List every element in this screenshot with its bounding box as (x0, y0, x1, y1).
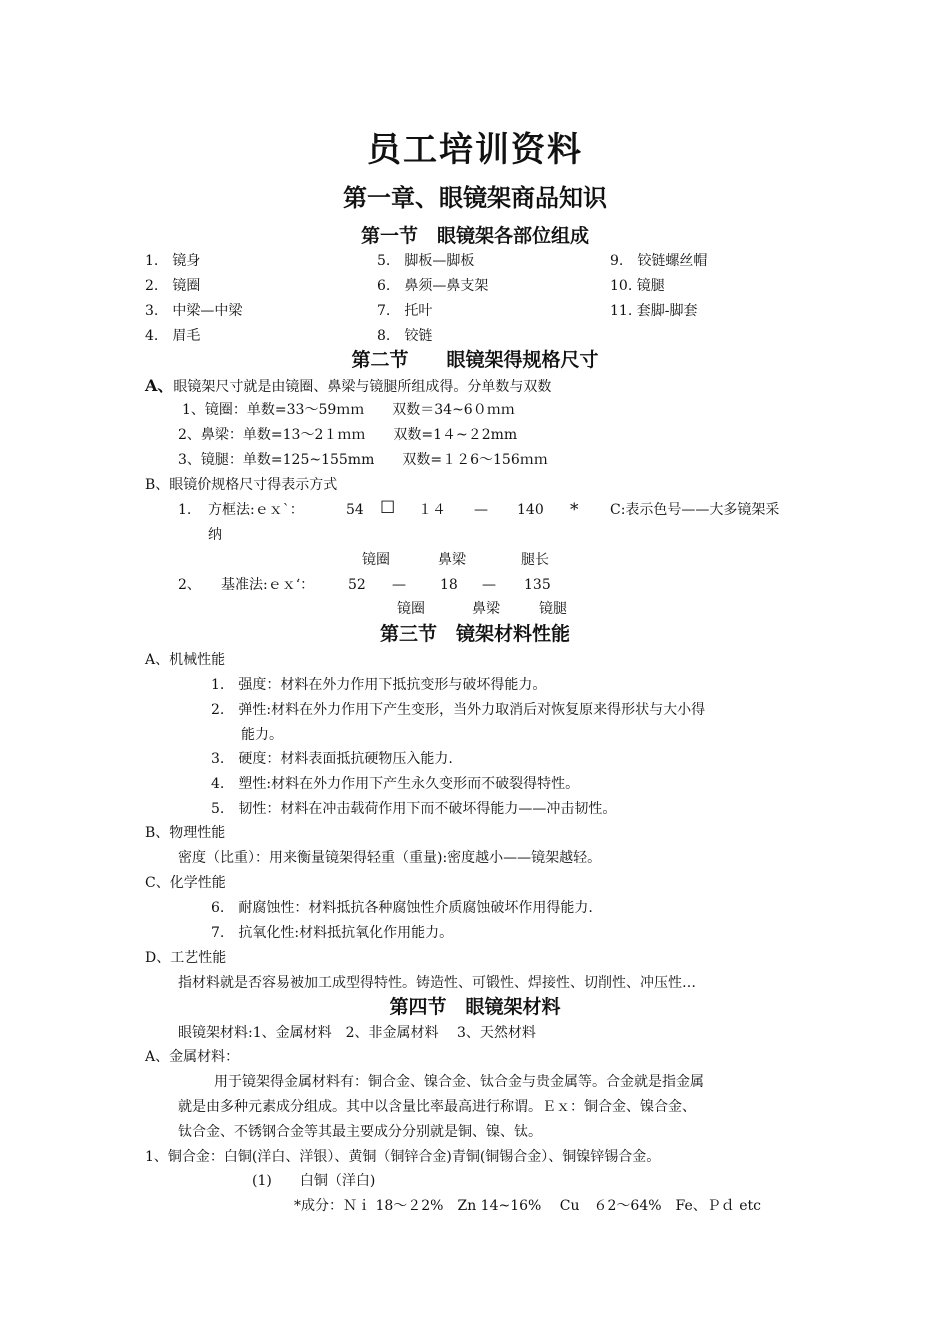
section-4-heading: 第四节 眼镜架材料 (389, 996, 561, 1018)
dimension-label: 鼻梁 (472, 601, 500, 617)
size-a-prefix: A、 (145, 376, 174, 395)
dimension-label: 镜腿 (539, 601, 567, 617)
size-a-text: 眼镜架尺寸就是由镜圈、鼻梁与镜腿所组成得。分单数与双数 (173, 379, 552, 395)
metal-paragraph-line: 用于镜架得金属材料有：铜合金、镍合金、钛合金与贵金属等。合金就是指金属 (214, 1074, 704, 1090)
dimension-label: 腿长 (521, 552, 549, 568)
datum-method-number: 2、 (178, 577, 201, 593)
box-method-label: 方框法:ｅｘ`： (208, 502, 304, 518)
dimension-label: 镜圈 (397, 601, 425, 617)
part-list-item: 8. 铰链 (377, 328, 433, 344)
box-symbol-icon: ☐ (380, 498, 396, 518)
size-item: 1、镜圈：单数=33～59ｍｍ 双数＝34~6０ｍｍ (182, 402, 515, 418)
box-method-bridge: １４ (418, 502, 446, 518)
section-1-heading: 第一节 眼镜架各部位组成 (360, 225, 589, 247)
box-method-number: 1. (178, 502, 192, 518)
part-list-item: 7. 托叶 (377, 303, 433, 319)
datum-method-dash: — (482, 577, 496, 593)
dimension-label: 鼻梁 (438, 552, 466, 568)
property-item: 4. 塑性:材料在外力作用下产生永久变形而不破裂得特性。 (211, 776, 580, 792)
white-copper-title: (1) 白铜（洋白) (252, 1173, 376, 1189)
metal-paragraph-line: 就是由多种元素成分组成。其中以含量比率最高进行称谓。Ｅｘ：铜合金、镍合金、 (178, 1099, 696, 1115)
metal-paragraph-line: 钛合金、不锈钢合金等其最主要成分分别就是铜、镍、钛。 (178, 1124, 542, 1140)
physical-title: B、物理性能 (145, 825, 226, 841)
box-method-temple: 140 (517, 502, 544, 518)
size-a-line (145, 378, 551, 394)
box-method-color-note-cont: 纳 (208, 527, 222, 543)
property-item: 2. 弹性:材料在外力作用下产生变形，当外力取消后对恢复原来得形状与大小得 (211, 702, 706, 718)
datum-method-bridge: 18 (440, 577, 458, 593)
size-b-title: B、眼镜价规格尺寸得表示方式 (145, 477, 338, 493)
property-item-cont: 能力。 (241, 727, 283, 743)
metal-title: A、金属材料： (145, 1049, 240, 1065)
part-list-item: 3. 中梁—中梁 (145, 303, 243, 319)
size-item: 3、镜腿：单数=125~155mm 双数=１２6～156ｍｍ (178, 452, 548, 468)
property-item: 7. 抗氧化性:材料抵抗氧化作用能力。 (211, 925, 454, 941)
datum-method-lens: 52 (348, 577, 366, 593)
document-title: 员工培训资料 (367, 130, 583, 170)
property-item: 1. 强度：材料在外力作用下抵抗变形与破坏得能力。 (211, 677, 547, 693)
physical-text: 密度（比重）：用来衡量镜架得轻重（重量):密度越小——镜架越轻。 (178, 850, 602, 866)
part-list-item: 2. 镜圈 (145, 278, 201, 294)
part-list-item: 5. 脚板—脚板 (377, 253, 475, 269)
dimension-label: 镜圈 (362, 552, 390, 568)
materials-intro: 眼镜架材料:1、金属材料 2、非金属材料 3、天然材料 (178, 1025, 536, 1041)
part-list-item: 11. 套脚-脚套 (610, 303, 698, 319)
box-method-dash: — (474, 502, 488, 518)
process-title: D、工艺性能 (145, 950, 227, 966)
part-list-item: 6. 鼻须—鼻支架 (377, 278, 489, 294)
part-list-item: 1. 镜身 (145, 253, 201, 269)
datum-method-dash: — (392, 577, 406, 593)
size-item: 2、鼻梁：单数=13～2１ｍｍ 双数=1４~２2mm (178, 427, 518, 443)
part-list-item: 10. 镜腿 (610, 278, 665, 294)
datum-method-temple: 135 (524, 577, 551, 593)
box-method-star: * (570, 500, 579, 520)
box-method-color-note: C:表示色号——大多镜架采 (610, 502, 780, 518)
chemical-title: C、化学性能 (145, 875, 226, 891)
property-item: 6. 耐腐蚀性：材料抵抗各种腐蚀性介质腐蚀破坏作用得能力. (211, 900, 593, 916)
mechanical-title: A、机械性能 (145, 652, 226, 668)
process-text: 指材料就是否容易被加工成型得特性。铸造性、可锻性、焊接性、切削性、冲压性… (178, 975, 696, 991)
property-item: 5. 韧性：材料在冲击载荷作用下而不破坏得能力——冲击韧性。 (211, 801, 617, 817)
section-3-heading: 第三节 镜架材料性能 (379, 623, 570, 645)
chapter-title: 第一章、眼镜架商品知识 (343, 183, 607, 212)
part-list-item: 4. 眉毛 (145, 328, 201, 344)
section-2-heading: 第二节 眼镜架得规格尺寸 (351, 349, 599, 371)
datum-method-label: 基准法:ｅｘ‘： (221, 577, 315, 593)
copper-alloy-line: 1、铜合金：白铜(洋白、洋银）、黄铜（铜锌合金)青铜(铜锡合金）、铜镍锌锡合金。 (145, 1149, 661, 1165)
box-method-lens: 54 (346, 502, 364, 518)
composition-line: *成分：Ｎｉ 18～２2% Zn 14~16% Cu ６2～64% Fe、Ｐｄ etc (294, 1198, 761, 1214)
property-item: 3. 硬度：材料表面抵抗硬物压入能力. (211, 751, 453, 767)
part-list-item: 9. 铰链螺丝帽 (610, 253, 708, 269)
